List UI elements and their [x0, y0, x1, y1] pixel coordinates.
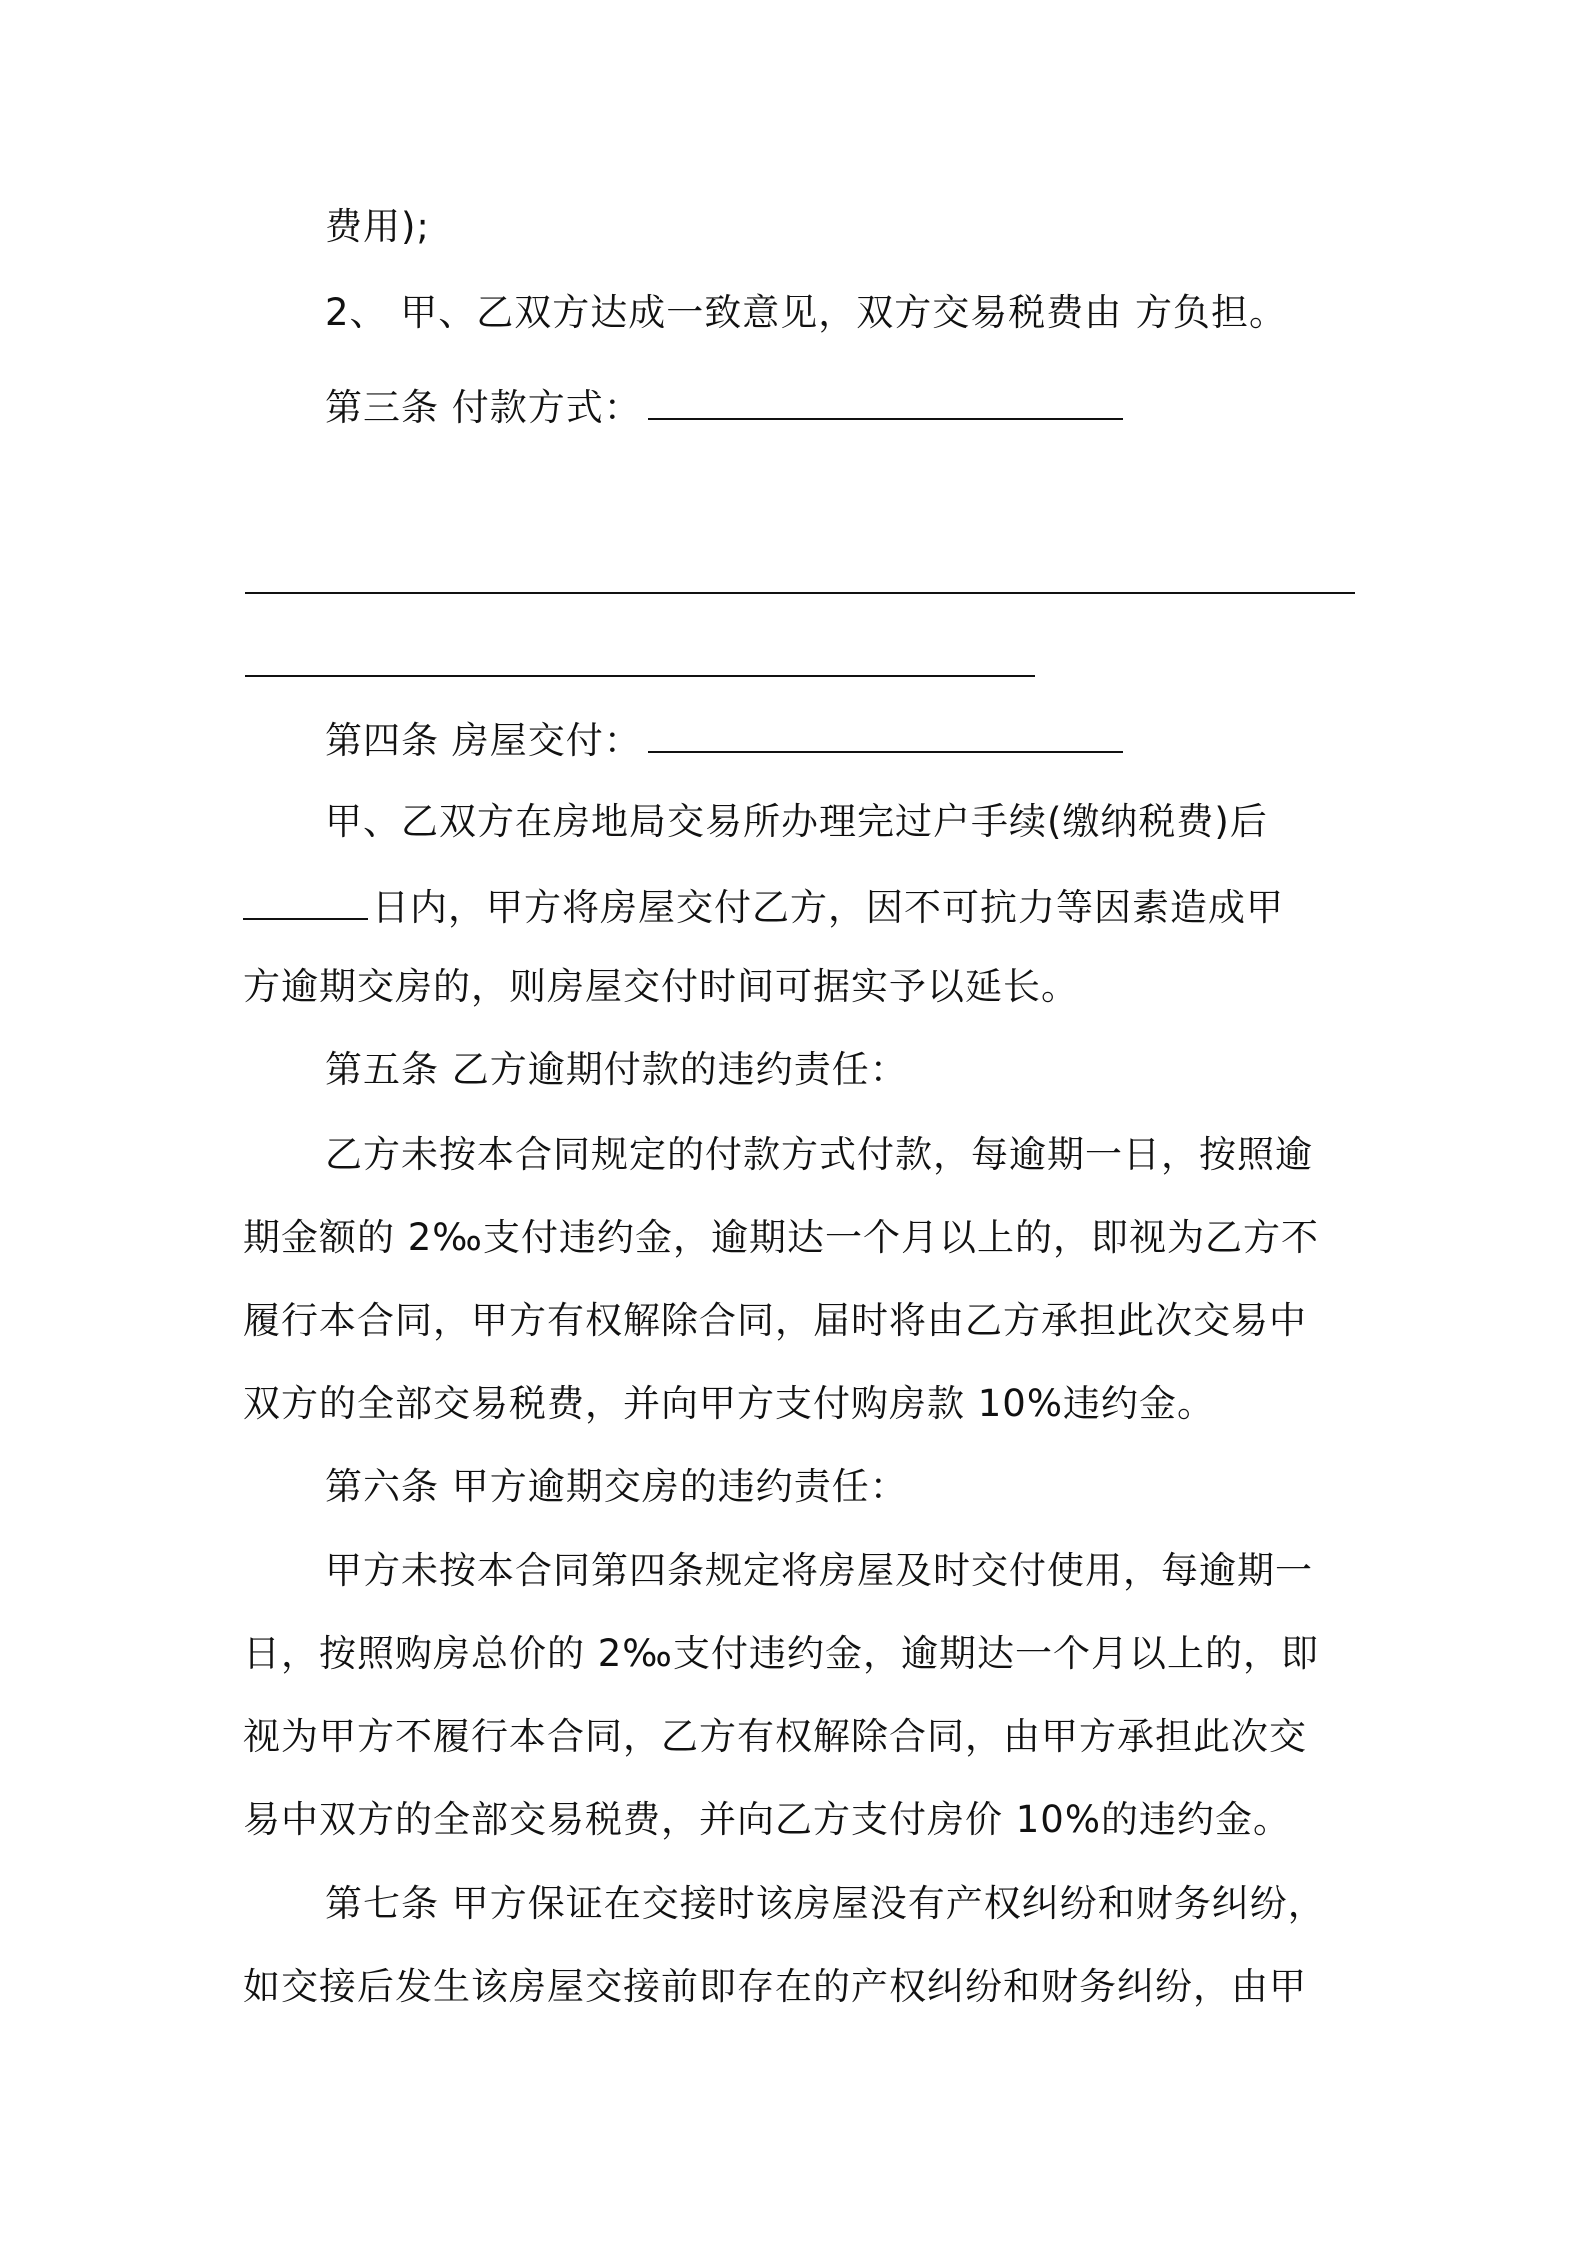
line-text: 2、 甲、乙双方达成一致意见，双方交易税费由 方负担。	[325, 291, 1288, 334]
blank-line-1	[245, 592, 1355, 594]
line-text: 如交接后发生该房屋交接前即存在的产权纠纷和财务纠纷，由甲	[243, 1965, 1307, 2008]
text-line-tax-agreement	[325, 288, 1365, 338]
line-text: 期金额的 2‰支付违约金，逾期达一个月以上的，即视为乙方不	[243, 1216, 1319, 1259]
line-text: 甲方未按本合同第四条规定将房屋及时交付使用，每逾期一	[325, 1549, 1313, 1592]
line-text: 第三条 付款方式：	[325, 386, 642, 429]
days-blank	[243, 880, 368, 920]
clause-five-heading	[325, 1045, 1365, 1095]
line-text: 费用);	[325, 205, 430, 248]
text-line	[243, 1629, 1363, 1679]
text-line	[243, 1296, 1363, 1346]
text-line	[325, 1130, 1365, 1180]
text-line	[243, 962, 1363, 1012]
text-line-fee-end	[325, 202, 1365, 252]
text-line	[325, 1546, 1365, 1596]
line-text: 方逾期交房的，则房屋交付时间可据实予以延长。	[243, 965, 1079, 1008]
text-line	[243, 1379, 1363, 1429]
line-text: 日内，甲方将房屋交付乙方，因不可抗力等因素造成甲	[372, 886, 1284, 929]
line-text: 视为甲方不履行本合同，乙方有权解除合同，由甲方承担此次交	[243, 1715, 1307, 1758]
delivery-blank	[648, 713, 1123, 753]
line-text: 第四条 房屋交付：	[325, 719, 642, 762]
line-text: 履行本合同，甲方有权解除合同，届时将由乙方承担此次交易中	[243, 1299, 1307, 1342]
text-line	[243, 1795, 1363, 1845]
blank-line-2	[245, 675, 1035, 677]
line-text: 第五条 乙方逾期付款的违约责任：	[325, 1048, 908, 1091]
line-text: 乙方未按本合同规定的付款方式付款，每逾期一日，按照逾	[325, 1133, 1313, 1176]
text-line	[243, 1213, 1363, 1263]
text-line	[243, 1712, 1363, 1762]
text-line	[325, 797, 1365, 847]
clause-three-heading	[325, 380, 1365, 433]
line-text: 双方的全部交易税费，并向甲方支付购房款 10%违约金。	[243, 1382, 1215, 1425]
clause-six-heading	[325, 1462, 1365, 1512]
line-text: 第七条 甲方保证在交接时该房屋没有产权纠纷和财务纠纷，	[325, 1882, 1326, 1925]
clause-seven-heading	[325, 1879, 1365, 1929]
text-line	[243, 880, 1363, 933]
line-text: 甲、乙双方在房地局交易所办理完过户手续(缴纳税费)后	[325, 800, 1268, 843]
text-line	[243, 1962, 1363, 2012]
payment-method-blank	[648, 380, 1123, 420]
clause-four-heading	[325, 713, 1365, 766]
line-text: 易中双方的全部交易税费，并向乙方支付房价 10%的违约金。	[243, 1798, 1291, 1841]
line-text: 第六条 甲方逾期交房的违约责任：	[325, 1465, 908, 1508]
line-text: 日，按照购房总价的 2‰支付违约金，逾期达一个月以上的，即	[243, 1632, 1319, 1675]
